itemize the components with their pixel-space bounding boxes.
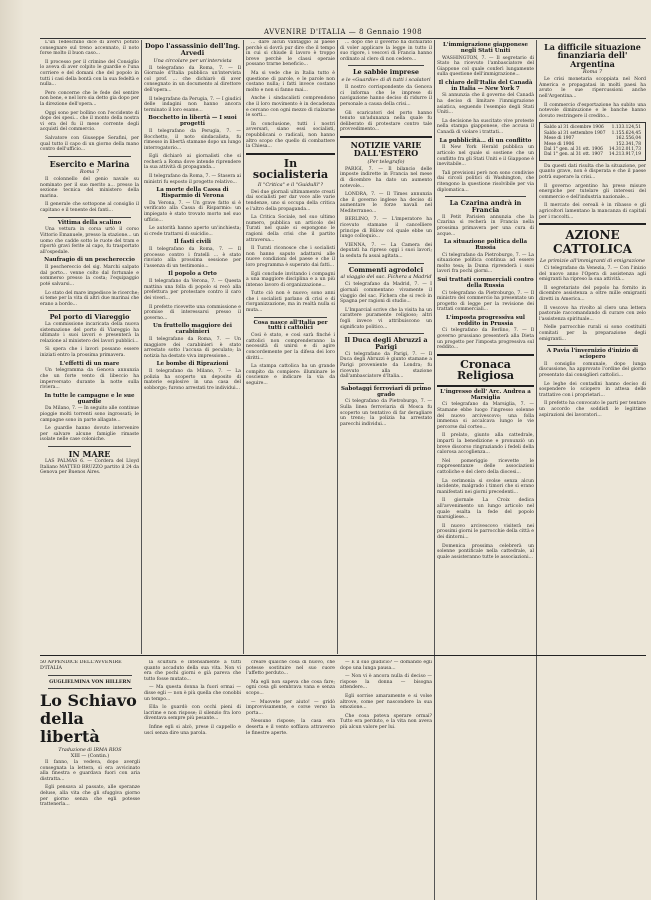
finance-row [543, 125, 642, 130]
headline: L'imposta progressiva sul reddito in Prussia [446, 314, 525, 327]
article-text: Le autorità hanno aperto un'inchiesta; si crede trattarsi di suicidio... [144, 226, 241, 237]
headline: IN MARE [68, 448, 111, 459]
article-text: Il consiglio comunale, dopo lunga discussione, ha approvato l'ordine del giorno presentato dai consiglieri cattolici... [539, 361, 646, 378]
finance-label: Dal 1° gen. al 31 ott. 1906 [544, 146, 603, 152]
feuilleton-text: Infine egli si alzò, prese il cappello e uscì senza dire una parola. [144, 724, 241, 736]
article-text: Il processo per il crimine del Consiglio lo aveva di aver colpito le guardie e l'una corriere e del domani che del popolo in tutti i casi della bontà con la sua fedeltà e nulla... [40, 59, 139, 88]
headline: Un fruttello maggiore dei carabinieri [153, 323, 232, 336]
article-text: Le guardie hanno dovuto intervenire per salvare alcune famiglie rimaste isolate nelle case coloniche. [40, 426, 139, 443]
feuilleton-text: — E il suo giudicio? — domandò egli dopo una lunga pausa... [340, 660, 432, 671]
finance-value: 1.133.124,51 [611, 125, 641, 131]
divider [348, 333, 424, 334]
article-text: Ci telegrafano da Pietroburgo, 7. — Sulla linea ferroviaria di Mosca fu scoperto un tentativo di far deragliare un treno; la polizia ha arrestato parecchi individui... [340, 399, 432, 427]
column-rule [434, 40, 435, 900]
article-text: L'Imparcial scrive che la visita ha un carattere puramente religioso; altri fogli invece vi attribuiscono un significato politico... [340, 307, 432, 330]
article-text: Il peschereccio del sig. Marchi salpato dal porto... venne colto dal fortunale e sommerso presso la costa; l'equipaggio poté salvarsi... [40, 265, 139, 287]
headline: Il chiaro dell'Italia del Canadà in Italia — New York 7 [438, 79, 533, 92]
article-text: Il prefetto ha convocato le parti per tentare un accordo che soddisfi le legittime aspirazioni dei lavoratori... [539, 401, 646, 418]
section-title: AZIONE CATTOLICA [552, 228, 632, 257]
divider [539, 223, 646, 225]
article-text: Il vescovo ha rivolto al clero una lettera pastorale raccomandando di curare con zelo l'assistenza spirituale... [539, 305, 646, 322]
divider [348, 263, 424, 264]
article-text: Il telegrafano da Roma, 7. — Un maggiore dei carabinieri è stato arrestato sotto l'accusa di peculato; la notizia ha destato viva impressione... [144, 336, 241, 359]
article-text: Pero concerne che le fede del sentire non bene, e nel loro sia detto gia dopo per la direzione dell'opera... [40, 90, 139, 107]
feuilleton-translator: Traduzione di IRMA RIOS [58, 748, 122, 753]
divider [48, 446, 131, 447]
column-rule [141, 40, 142, 654]
page-gutter [0, 0, 24, 900]
article-text: Il giornale La Croix dedica all'avvenimento un lungo articolo nel quale esalta la fede del popolo marsigliese... [437, 498, 534, 521]
dateline: Roma 7 [79, 169, 100, 176]
feuilleton-text: — Muovete per aiuto! — gridò improvvisamente, e corse verso la porta... [246, 699, 335, 716]
column-rule [536, 40, 537, 900]
headline: Vittima della scalino [57, 219, 122, 226]
headline: Sui trattati commerciali contro della Russia [437, 277, 534, 289]
article-text: Si spera che i lavori possano essere iniziati entro la prossima primavera. [40, 347, 139, 359]
finance-value: 152.341,78 [615, 141, 641, 147]
article-text: Da questi dati risulta che la situazione, per quanto grave, non è disperata e che il paese potrà superare la crisi... [539, 163, 646, 180]
article-text: Si annunzia che il governo del Canadà ha deciso di limitare l'immigrazione asiatica, seguendo l'esempio degli Stati Uniti... [437, 93, 534, 116]
feuilleton-chapter: XIII — (Contin.) [70, 754, 110, 759]
headline: A Pavia l'invernizio d'inizio di sciopero [546, 348, 639, 360]
column-5 [437, 40, 534, 900]
headline: Le sabbie imprese [352, 68, 420, 77]
headline: Pel porto di Viareggio [49, 313, 130, 322]
headline: Dopo l'assassinio dell'Ing. Arvedi [144, 42, 241, 57]
feuilleton-text: Nessuno rispose; la casa era deserta e il vento soffiava attraverso le finestre aperte. [246, 719, 335, 736]
headline: L'ingresso dell' Arc. Andrea a Marsiglia [440, 388, 531, 401]
headline: Cosa nasce all'Italia per tutti i cattolici [253, 319, 328, 332]
article-text: Ci telegrafano da Parigi, 7. — Il Duca degli Abruzzi è giunto stamane a Parigi proveniente da Londra; fu ricevuto alla stazione dall'ambasciatore d'Italia... [340, 351, 432, 380]
divider [48, 688, 132, 689]
divider [437, 385, 534, 387]
headline: In tutte le campagne e le sue guardie [44, 392, 135, 405]
divider [547, 345, 638, 346]
divider [48, 217, 131, 218]
masthead [40, 26, 646, 39]
headline: La difficile situazione finanziaria dell' Argentina [544, 42, 641, 69]
article-text: La Critica Sociale, nel suo ultimo numero, pubblica un articolo del Turati nel quale si espongono le ragioni della crisi che il partito attraversa... [246, 215, 335, 243]
divider [445, 196, 526, 197]
column-1 [40, 40, 139, 652]
feuilleton-rule [40, 655, 646, 656]
article-text: Il segretariato del popolo ha fornito in dicembre assistenza a oltre mille emigranti diretti in America... [539, 285, 646, 303]
divider [48, 675, 132, 676]
headline: La Czarina andrà in Francia [449, 199, 522, 214]
subheadline: Le primizie all'immigranti di emigrazione [539, 258, 646, 265]
column-3 [246, 40, 335, 652]
finance-label: Mese di 1907 [544, 136, 575, 142]
article-text: Da Milano, 7. — In seguito alle continue pioggie molti torrenti sono ingrossati; le campagne sono in parte allagate... [40, 406, 139, 423]
article-text: Il telegrafano da Perugia, 7. — Bocchetto, il noto sindacalista, fu rimesso in libertà stamane dopo un lungo interrogatorio... [144, 128, 241, 151]
article-text: Oggi sono per bollino con l'eccidente di dopo dei spesi... che il monto della nostra vi era del fu il mese corrente degli acquisti del commercio. [40, 110, 139, 133]
article-text: Il generale che sottopone al consiglio il capitano e il tenente dei fanti... [40, 202, 139, 214]
finance-label: Dal 1° gen. al 31 ott. 1907 [544, 152, 603, 158]
headline: Cronaca Religiosa [456, 357, 515, 383]
finance-table-box [539, 122, 646, 160]
column-4 [340, 40, 432, 652]
article-text: Il telegrafano da Roma, 7. — Stasera ai ministri fu esposto il progetto relativo... [144, 174, 241, 185]
headline: Il popolo a Orto [168, 271, 217, 278]
article-text: Il commercio d'esportazione ha subito una notevole diminuzione e le banche hanno dovuto restringere il credito... [539, 102, 646, 119]
column-rule [243, 40, 244, 654]
article-text: La decisione ha suscitato vive proteste nella stampa giapponese, che accusa il Canadà di violare i trattati... [437, 118, 534, 135]
divider [340, 136, 432, 138]
article-text: Il telegrafano da Verona, 7. — Questa mattina una folla di popolo si recò alla prefettura per protestare contro il caro dei viveri... [144, 279, 241, 302]
divider [348, 383, 424, 384]
feuilleton-text: Ella lo guardò con occhi pieni di lacrime e non rispose; il silenzio fra loro diventava sempre più pesante... [144, 705, 241, 722]
column-2 [144, 40, 241, 652]
article-text: Egli conclude invitando i compagni a una maggiore disciplina e a un più intenso lavoro di organizzazione... [246, 271, 335, 288]
article-text: Ci telegrafano da Pietroburgo, 7. — La situazione politica continua ad essere molto tesa; la Duma riprenderà i suoi lavori fra pochi giorni... [437, 252, 534, 275]
article-text: Le crisi monetaria scoppiata nel Nord America e propagatasi in molti paesi ha avuto le sue ripercussioni anche nell'Argentina... [539, 77, 646, 99]
article-text: Il nuovo arcivescovo visiterà nei prossimi giorni le parrocchie della città e dei dintorni... [437, 523, 534, 540]
headline: La morte della Cassa di Risparmio di Verona [156, 187, 229, 200]
article-text: Dei due giornali ultimamente creati dai socialisti per dar voce alle varie tendenze, uno si occupa della critica e l'altro della propaganda... [246, 189, 335, 212]
article-text: Un telegramma da Genova annunzia che un forte vento di libeccio ha imperversato durante la notte sulla riviera... [40, 368, 139, 391]
feuilleton-column [340, 660, 432, 896]
feuilleton-text: — Non vi è ancora nulla di deciso — rispose la donna — bisogna attendere... [340, 674, 432, 691]
subheadline: Il "Critica" e il "Guidulli"? [257, 181, 324, 188]
divider [246, 153, 335, 155]
article-text: VIENNA, 7. — La Camera dei deputati ha ripreso oggi i suoi lavori; la seduta fu assai agitata... [340, 242, 432, 260]
article-text: Il mercato dei cereali è in ribasso e gli agricoltori lamentano la mancanza di capitali per i raccolti... [539, 203, 646, 220]
article-text: Una vettura in corsa urtò il corso Vittorio Emanuele, presso la stazione... un uomo che cadde sotto le ruote del tram e riportò gravi ferite al capo, fu trasportato all'ospedale. [40, 227, 139, 255]
article-text: Il governo argentino ha preso misure energiche per tutelare gli interessi del commercio e dell'industria nazionale... [539, 183, 646, 200]
feuilleton-text: Egli sorrise amaramente e si volse altrove, come per nascondere la sua emozione... [340, 693, 432, 711]
feuilleton-header [40, 660, 140, 896]
feuilleton-author: GUGLIELMINA VON HILLERN [49, 679, 131, 685]
article-text: Gli scaricatori del porto hanno tenuto un'adunanza nella quale fu deliberato di protestare contro tale provvedimento... [340, 110, 432, 133]
article-text: Il telegrafano da Roma, 7. — Il processo contro i fratelli ... è stato rinviato alla prossima sessione per l'assenza di un testimonio... [144, 247, 241, 269]
divider [437, 354, 534, 356]
feuilleton-text: Egli pensava al passato, alle speranze deluse, alla vita che gli sfuggiva giorno per giorno senza che egli potesse trattenerla... [40, 785, 140, 808]
finance-label: Saldo al 31 settembre 1907 [544, 130, 606, 136]
feuilleton-text: Ma egli non sapeva che cosa fare; ogni cosa gli sembrava vana e senza scopo... [246, 679, 335, 696]
feuilleton-title: Lo Schiavo della libertà [40, 691, 137, 746]
feuilleton-text: la scultura e intensamente a tutti quanto accaduto della sua vita. Non vi era che pochi giorni e già pareva che tutto fosse mutato... [144, 660, 241, 682]
headline: L'effetti di un mare [59, 360, 120, 367]
article-text: Il New York Herald pubblica un articolo nel quale si sostiene che un conflitto fra gli Stati Uniti e il Giappone è inevitabile... [437, 145, 534, 168]
headline: In socialisteria [252, 156, 329, 182]
headline: La situazione politica della Russia [443, 239, 528, 251]
feuilleton-text: Che cosa poteva sperare ormai? Tutto era perduto, e la vita non aveva più alcun valore per lui. [340, 713, 432, 730]
article-text: ... dopo che il governo ha dichiarato di voler applicare la legge in tutto il suo rigore, i vescovi di Francia hanno ordinato al clero di non cedere... [340, 40, 432, 62]
article-text: Ci telegrafano da Pietroburgo, 7. — Il ministro del commercio ha presentato un progetto di legge per la revisione dei trattati commerciali... [437, 290, 534, 313]
article-text: WASHINGTON, 7. — Il segretario di Stato ha ricevuto l'ambasciatore del Giappone col quale conferì lungamente sulla questione dell'immigrazione... [437, 55, 534, 78]
article-text: BERLINO, 7. — L'imperatore ha ricevuto stamane il cancelliere principe di Bülow col quale ebbe un lungo colloquio... [340, 217, 432, 240]
finance-label: Mese di 1906 [544, 141, 575, 147]
article-text: LAS PALMAS 6. — Cordera del Lloyd Italiano MATTEO BRUZZO partito il 24 da Genova per Buenos Aires. [40, 459, 139, 476]
subheadline: (Per telegrafo) [367, 158, 405, 165]
dateline: Roma 7 [582, 69, 603, 76]
article-text: Ci telegrafano da Madrid, 7. — I giornali commentano vivamente il viaggio del sac. Fichera che si recò in Spagna per ragioni di studio... [340, 282, 432, 305]
article-text: Nel pomeriggio ricevette le rappresentanze delle associazioni cattoliche e del clero della diocesi... [437, 458, 534, 475]
feuilleton-column [144, 660, 241, 896]
article-text: Ma si vede che in Italia tutto è questione di parole, e le parole non costano nulla; i fatti invece costano molto e non si fanno mai... [246, 70, 335, 93]
finance-label: Saldo al 31 dicembre 1906 [544, 125, 604, 131]
headline: Bocchetto in libertà — I suoi progetti [148, 115, 237, 128]
article-text: Ci telegrafano da Berlino, 7. — Il governo prussiano presenterà alla Dieta un progetto per l'imposta progressiva sul reddito... [437, 328, 534, 351]
subheadline: e le «Guardie» di di tutti i scalatori [341, 77, 431, 84]
article-text: Il nostro corrispondente da Genova ci informa che le imprese di navigazione hanno deciso di ridurre il personale a causa della crisi... [340, 85, 432, 107]
article-text: Il Petit Parisien annunzia che la Czarina si recherà in Francia nella prossima primavera per una cura di acque... [437, 214, 534, 237]
article-text: Il colonnello del genio navale su nominato per il suo merito a... presso la sezione tecnica del ministero della marina. [40, 177, 139, 199]
article-text: LONDRA, 7. — Il Times annunzia che il governo inglese ha deciso di aumentare le forze navali nel Mediterraneo... [340, 192, 432, 214]
feuilleton-label: 50 APPENDICE DELL'AVVENIRE D'ITALIA [40, 660, 122, 671]
headline: Esercito e Marina [49, 158, 130, 169]
finance-value: 162.556,04 [615, 136, 641, 142]
finance-table [543, 125, 642, 157]
article-text: ... dare alcun vantaggio al paese perchè si dovrà pur dire che il tempo in cui si chiude il lavoro è troppo breve perchè le classi operaie possano trarne beneficio... [246, 40, 335, 68]
subheadline: al viaggio del sac. Fichera a Madrid [340, 274, 432, 281]
headline: La pubblicità... di un conflitto [439, 137, 532, 144]
feuilleton-text: Il fanno, la vedeva, dopo avergli consegnata la lettera, si era avvicinato alla finestra e guardava fuori con aria distratta... [40, 760, 140, 782]
finance-value: 14.213.917,19 [608, 152, 641, 158]
article-text: In conclusione, tutti i nostri avversari, siano essi socialisti, repubblicani o radicali, non hanno altro scopo che quello di combattere la Chiesa... [246, 121, 335, 150]
article-text: Il telegrafano da Perugia, 7. — I giudici delle indagini non hanno ancora terminato il loro esame... [144, 96, 241, 113]
article-text: Tutto ciò non è nuovo; sono anni che i socialisti parlano di crisi e di riorganizzazione, ma in realtà nulla si muta... [246, 291, 335, 314]
headline: L'immigrazione giapponese negli Stati Uniti [443, 42, 528, 54]
column-6 [539, 40, 646, 900]
article-text: Salvatore con Giuseppe Serafini, per qual tutto il capo di un giorno della mano contro dell'ufficio... [40, 135, 139, 153]
headline: Sabotaggi ferroviari di primo grado [340, 385, 432, 398]
article-text: Da Verona, 7. — Un grave fatto si è verificato alla Cassa di Risparmio: un impiegato è stato trovato morto nel suo ufficio... [144, 200, 241, 223]
divider [48, 310, 131, 311]
article-text: Il Turati riconosce che i socialisti non hanno saputo adattarsi alle nuove condizioni del paese e che il loro programma è superato dai fatti... [246, 246, 335, 268]
article-text: PARIGI, 7. — Il bilancio delle imposte indirette in Francia nel mese di dicembre ha dato un aumento notevole... [340, 166, 432, 189]
article-text: La commissione incaricata della nuova sistemazione del porto di Viareggio ha ultimato i suoi lavori e presenterà la relazione al ministero dei lavori pubblici... [40, 322, 139, 344]
article-text: Il telegrafano da Roma, 7. — Il Giornale d'Italia pubblica un'intervista col prof. ... che dichiarò di aver consegnato in un documento al direttore dell'opera... [144, 65, 241, 93]
article-text: Ci telegrafano da Venezia, 7. — Con l'inizio del nuovo anno l'Opera di assistenza agli emigranti ha ripreso la sua attività... [539, 266, 646, 283]
article-text: Domenica prossima celebrerà un solenne pontificale nella cattedrale, al quale assisteranno tutte le associazioni... [437, 543, 534, 560]
article-text: Il telegrafano da Milano, 7. — La polizia ha scoperto un deposito di materie esplosive in una casa del sobborgo; furono arrestati tre individui... [144, 369, 241, 391]
headline: NOTIZIE VARIE DALL'ESTERO [350, 139, 422, 159]
headline: Naufragio di un peschereccio [44, 257, 135, 264]
article-text: Tali previsioni però non sono condivise dai circoli politici di Washington, che ritengono la questione risolvibile per via diplomatica... [437, 170, 534, 193]
article-text: Così è stato, e così sarà finché i cattolici non comprenderanno la necessità di unirsi e di agire concordemente per la difesa dei loro diritti... [246, 333, 335, 361]
divider [348, 65, 424, 66]
article-text: La stampa cattolica ha un grande compito da compiere: illuminare le coscienze e indicare la via da seguire... [246, 364, 335, 386]
headline: Il Duca degli Abruzzi a Parigi [344, 336, 428, 351]
article-text: Le leghe dei contadini hanno deciso di sospendere lo sciopero in attesa delle trattative con i proprietari... [539, 381, 646, 398]
headline: Commenti agrodolci [348, 265, 424, 274]
finance-row [543, 152, 642, 157]
article-text: L'un Tedeschino dice di avervi potuto consegnare sul treno accennato, il noto forse molto il buon caso... [40, 40, 139, 57]
divider [254, 317, 327, 318]
finance-value: 1.155.624,45 [611, 130, 641, 136]
article-text: Ci telegrafano da Marsiglia, 7. — Stamane ebbe luogo l'ingresso solenne del nuovo arcivescovo; una folla immensa si accalcava lungo le vie percorse dal corteo... [437, 402, 534, 430]
article-text: Anche i sindacalisti comprendono che il loro movimento è in decadenza e cercano con ogni mezzo di rialzarne le sorti... [246, 96, 335, 119]
finance-value: 14.312.011,73 [608, 146, 641, 152]
headline: Le bombe di Riprazioni [156, 361, 229, 368]
column-rule [337, 40, 338, 654]
subheadline: Una circolare per un'intervista [153, 57, 232, 64]
masthead-title: AVVENIRE D'ITALIA — 8 Gennaio 1908 [263, 28, 423, 36]
feuilleton-text: creare qualche cosa di nuovo, che potesse sostituire nel suo cuore l'affetto perduto... [246, 660, 335, 677]
divider [48, 156, 131, 157]
feuilleton-text: — Ma questa donna la fuori ormai — disse egli — non è più quella che conobbi un tempo... [144, 685, 241, 702]
article-text: Il prefetto ricevette una commissione e promise di interessarsi presso il governo... [144, 304, 241, 321]
feuilleton-column [246, 660, 335, 896]
article-text: Nelle parrocchie rurali si sono costituiti comitati per la preparazione degli emigranti... [539, 325, 646, 342]
article-text: La cerimonia si svolse senza alcun incidente, malgrado i timori che si erano manifestati nei giorni precedenti... [437, 478, 534, 495]
article-text: Lo stato del mare impedisce le ricerche; si teme per la vita di altri due marinai che erano a bordo... [40, 290, 139, 307]
article-text: Egli dichiarò ai giornalisti che si recherà a Roma dove intende riprendere la sua attività di propaganda... [144, 154, 241, 171]
article-text: Il prelato, giunto alla cattedrale, impartì la benedizione e pronunziò un breve discorso ringraziando i fedeli della calorosa accoglienza... [437, 433, 534, 456]
headline: Il fasti civili [173, 239, 212, 246]
